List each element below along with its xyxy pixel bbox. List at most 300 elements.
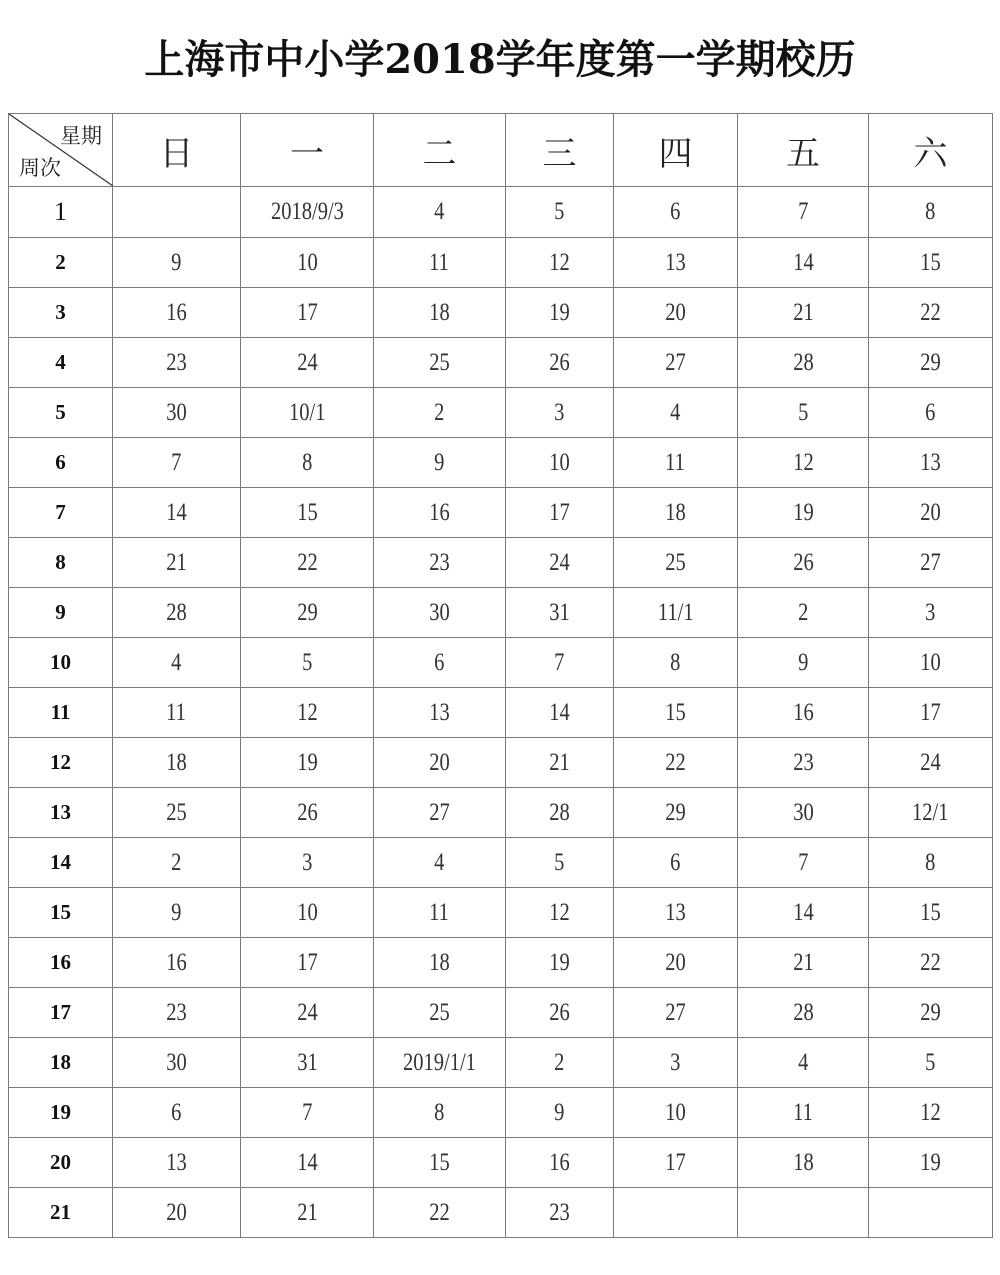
date-value: 19 (549, 298, 570, 326)
date-value: 12 (549, 898, 570, 926)
table-row (9, 988, 993, 1038)
date-cell (374, 438, 506, 488)
table-row (9, 288, 993, 338)
date-cell (738, 388, 869, 438)
date-cell (241, 1138, 374, 1188)
date-value: 17 (296, 948, 318, 976)
date-cell (113, 838, 241, 888)
date-cell (738, 438, 869, 488)
date-cell (614, 338, 738, 388)
date-cell (614, 738, 738, 788)
date-value: 31 (549, 598, 570, 626)
date-cell (113, 638, 241, 688)
week-number-cell: 17 (9, 988, 113, 1038)
date-value: 12/1 (912, 798, 949, 826)
page-title: 上海市中小学2018学年度第一学期校历 (144, 36, 856, 83)
date-cell (113, 338, 241, 388)
date-cell (374, 1088, 506, 1138)
date-value: 24 (920, 748, 941, 776)
date-value: 25 (166, 798, 187, 826)
school-calendar-table (8, 113, 993, 1238)
date-cell (869, 538, 993, 588)
date-cell (241, 538, 374, 588)
date-value: 28 (792, 348, 814, 376)
date-cell (241, 388, 374, 438)
date-cell (506, 488, 614, 538)
week-number-cell: 9 (9, 588, 113, 638)
date-value: 2 (171, 848, 182, 876)
date-value: 6 (925, 398, 936, 426)
date-cell (614, 688, 738, 738)
date-value: 22 (429, 1198, 450, 1226)
date-value: 11 (166, 698, 187, 726)
date-cell (614, 838, 738, 888)
day-header-tue: 二 (374, 114, 506, 187)
date-cell (241, 1188, 374, 1238)
day-header-wed: 三 (506, 114, 614, 187)
date-cell (738, 638, 869, 688)
date-value: 17 (549, 498, 570, 526)
date-cell (869, 738, 993, 788)
week-number-cell: 13 (9, 788, 113, 838)
day-header-thu: 四 (614, 114, 738, 187)
week-number-cell: 7 (9, 488, 113, 538)
date-value: 18 (792, 1148, 814, 1176)
date-cell (241, 838, 374, 888)
date-cell (738, 1038, 869, 1088)
date-value: 6 (434, 648, 445, 676)
date-cell (113, 238, 241, 288)
table-row (9, 338, 993, 388)
date-cell (113, 1088, 241, 1138)
date-value: 10 (665, 1098, 686, 1126)
date-value: 28 (549, 798, 570, 826)
date-value: 4 (434, 198, 445, 225)
date-cell (113, 688, 241, 738)
date-value: 30 (166, 398, 187, 426)
date-cell (506, 738, 614, 788)
date-value: 12 (296, 698, 318, 726)
date-cell (113, 938, 241, 988)
date-value: 10 (549, 448, 570, 476)
date-cell (241, 1038, 374, 1088)
week-number-cell: 4 (9, 338, 113, 388)
date-cell (113, 288, 241, 338)
date-cell (113, 888, 241, 938)
date-cell (374, 187, 506, 238)
table-row (9, 238, 993, 288)
table-row (9, 838, 993, 888)
date-value: 12 (549, 248, 570, 276)
date-value: 19 (920, 1148, 941, 1176)
date-value: 25 (429, 998, 450, 1026)
date-cell (374, 938, 506, 988)
date-value: 14 (549, 698, 570, 726)
date-value: 27 (665, 998, 686, 1026)
date-cell (738, 288, 869, 338)
date-value: 7 (301, 1098, 313, 1126)
date-cell (506, 388, 614, 438)
date-cell (614, 588, 738, 638)
date-cell (869, 1188, 993, 1238)
date-value: 10 (920, 648, 941, 676)
date-value: 7 (171, 448, 182, 476)
date-value: 3 (554, 398, 565, 426)
date-cell (241, 588, 374, 638)
date-value: 20 (920, 498, 941, 526)
date-value: 15 (665, 698, 686, 726)
date-cell (374, 1038, 506, 1088)
date-value: 13 (166, 1148, 187, 1176)
date-value: 26 (296, 798, 318, 826)
week-number-cell: 5 (9, 388, 113, 438)
week-number-cell: 16 (9, 938, 113, 988)
date-value: 22 (920, 948, 941, 976)
date-value: 5 (925, 1048, 936, 1076)
date-value: 27 (665, 348, 686, 376)
date-value: 14 (166, 498, 187, 526)
date-cell (374, 638, 506, 688)
date-cell (614, 488, 738, 538)
date-value: 28 (792, 998, 814, 1026)
date-cell (738, 187, 869, 238)
date-value: 30 (166, 1048, 187, 1076)
date-value: 4 (670, 398, 681, 426)
date-cell (738, 788, 869, 838)
date-cell (241, 888, 374, 938)
week-number-cell: 18 (9, 1038, 113, 1088)
date-cell (869, 988, 993, 1038)
date-cell (506, 1188, 614, 1238)
date-value: 10/1 (288, 398, 326, 426)
date-value: 17 (665, 1148, 686, 1176)
date-value: 2018/9/3 (270, 198, 344, 225)
date-cell (506, 438, 614, 488)
date-value: 20 (665, 948, 686, 976)
date-value: 18 (665, 498, 686, 526)
date-cell (614, 438, 738, 488)
date-cell (241, 338, 374, 388)
week-number-cell: 3 (9, 288, 113, 338)
date-cell (506, 688, 614, 738)
date-value: 24 (296, 348, 318, 376)
date-value: 25 (665, 548, 686, 576)
date-value: 21 (296, 1198, 318, 1226)
date-cell (506, 788, 614, 838)
date-cell (738, 1188, 869, 1238)
date-value: 5 (797, 398, 809, 426)
date-cell (374, 688, 506, 738)
date-value: 11 (429, 248, 450, 276)
date-value: 9 (434, 448, 445, 476)
date-cell (113, 388, 241, 438)
date-value: 23 (166, 348, 187, 376)
date-cell (241, 788, 374, 838)
date-cell (869, 1038, 993, 1088)
date-cell (241, 438, 374, 488)
date-value: 29 (920, 348, 941, 376)
date-value: 21 (166, 548, 187, 576)
date-cell (241, 187, 374, 238)
week-number-cell: 10 (9, 638, 113, 688)
date-cell (241, 488, 374, 538)
date-value: 14 (792, 248, 814, 276)
date-value: 17 (296, 298, 318, 326)
date-cell (869, 438, 993, 488)
date-value: 24 (549, 548, 570, 576)
date-cell (374, 238, 506, 288)
date-value: 21 (792, 948, 814, 976)
date-value: 14 (792, 898, 814, 926)
date-value: 7 (797, 848, 809, 876)
date-cell (869, 388, 993, 438)
table-row (9, 938, 993, 988)
date-cell (113, 1138, 241, 1188)
date-cell (614, 1088, 738, 1138)
date-cell (241, 688, 374, 738)
date-cell (113, 738, 241, 788)
date-value: 3 (301, 848, 313, 876)
date-cell (614, 1038, 738, 1088)
date-value: 2 (554, 1048, 565, 1076)
date-value: 19 (792, 498, 814, 526)
date-cell (113, 988, 241, 1038)
date-value: 18 (429, 298, 450, 326)
week-number-cell: 6 (9, 438, 113, 488)
date-value: 15 (920, 898, 941, 926)
date-cell (869, 838, 993, 888)
date-cell (738, 888, 869, 938)
date-value: 9 (171, 248, 182, 276)
week-number-cell: 2 (9, 238, 113, 288)
date-value: 27 (429, 798, 450, 826)
date-cell (738, 488, 869, 538)
date-cell (869, 1088, 993, 1138)
date-cell (869, 638, 993, 688)
date-cell (738, 338, 869, 388)
table-row (9, 1088, 993, 1138)
date-value: 11 (429, 898, 450, 926)
week-number-axis-label: 周次 (19, 156, 61, 180)
date-value: 20 (429, 748, 450, 776)
date-cell (869, 288, 993, 338)
table-row (9, 1138, 993, 1188)
date-value: 27 (920, 548, 941, 576)
date-cell (374, 1188, 506, 1238)
date-cell (374, 888, 506, 938)
date-value: 30 (792, 798, 814, 826)
date-cell (738, 938, 869, 988)
date-value: 12 (792, 448, 814, 476)
weekday-axis-label: 星期 (60, 124, 102, 148)
day-header-sun: 日 (113, 114, 241, 187)
date-cell (869, 588, 993, 638)
date-value: 17 (920, 698, 941, 726)
date-cell (374, 288, 506, 338)
date-value: 7 (797, 198, 809, 225)
date-cell (614, 788, 738, 838)
date-value: 4 (797, 1048, 809, 1076)
date-value: 29 (665, 798, 686, 826)
date-value: 21 (792, 298, 814, 326)
date-cell (738, 1138, 869, 1188)
table-row (9, 638, 993, 688)
date-value: 28 (166, 598, 187, 626)
date-cell (614, 938, 738, 988)
week-number-cell: 20 (9, 1138, 113, 1188)
date-value: 23 (166, 998, 187, 1026)
week-number-cell: 1 (9, 187, 113, 238)
date-cell (374, 488, 506, 538)
date-value: 18 (429, 948, 450, 976)
date-value: 16 (429, 498, 450, 526)
date-cell (241, 938, 374, 988)
date-value: 8 (434, 1098, 445, 1126)
date-cell (241, 238, 374, 288)
day-header-sat: 六 (869, 114, 993, 187)
week-number-cell: 21 (9, 1188, 113, 1238)
table-row (9, 588, 993, 638)
date-cell (614, 388, 738, 438)
date-value: 29 (296, 598, 318, 626)
date-value: 11/1 (657, 598, 694, 626)
date-cell (614, 1138, 738, 1188)
date-cell (738, 988, 869, 1038)
date-value: 26 (549, 348, 570, 376)
date-cell (506, 338, 614, 388)
date-value: 26 (549, 998, 570, 1026)
date-cell (374, 788, 506, 838)
date-cell (113, 1188, 241, 1238)
date-cell (506, 288, 614, 338)
date-cell (738, 838, 869, 888)
corner-header-cell (9, 114, 113, 187)
date-cell (738, 738, 869, 788)
date-cell (113, 788, 241, 838)
date-cell (113, 187, 241, 238)
date-value: 18 (166, 748, 187, 776)
date-cell (506, 1038, 614, 1088)
date-cell (506, 838, 614, 888)
date-value: 3 (925, 598, 936, 626)
table-row (9, 1038, 993, 1088)
date-value: 20 (166, 1198, 187, 1226)
date-cell (738, 238, 869, 288)
week-number-cell: 14 (9, 838, 113, 888)
date-cell (374, 338, 506, 388)
date-cell (374, 538, 506, 588)
week-number-cell: 19 (9, 1088, 113, 1138)
date-cell (869, 888, 993, 938)
date-cell (241, 638, 374, 688)
date-value: 2 (797, 598, 809, 626)
table-row (9, 438, 993, 488)
date-value: 31 (296, 1048, 318, 1076)
date-value: 3 (670, 1048, 681, 1076)
date-value: 4 (171, 648, 182, 676)
date-cell (506, 1088, 614, 1138)
date-value: 5 (301, 648, 313, 676)
table-row (9, 538, 993, 588)
date-value: 19 (296, 748, 318, 776)
date-cell (506, 1138, 614, 1188)
date-cell (374, 738, 506, 788)
date-value: 14 (296, 1148, 318, 1176)
date-value: 8 (301, 448, 313, 476)
date-value: 6 (670, 198, 681, 225)
date-cell (869, 688, 993, 738)
date-value: 16 (166, 298, 187, 326)
date-cell (113, 1038, 241, 1088)
date-cell (506, 238, 614, 288)
date-value: 8 (925, 198, 936, 225)
date-value: 23 (549, 1198, 570, 1226)
table-row (9, 888, 993, 938)
date-cell (374, 988, 506, 1038)
date-value: 5 (554, 198, 565, 225)
date-value: 22 (296, 548, 318, 576)
date-value: 8 (670, 648, 681, 676)
date-value: 5 (554, 848, 565, 876)
date-value: 16 (549, 1148, 570, 1176)
day-header-mon: 一 (241, 114, 374, 187)
date-value: 26 (792, 548, 814, 576)
week-number-cell: 8 (9, 538, 113, 588)
date-cell (374, 1138, 506, 1188)
date-cell (374, 838, 506, 888)
date-value: 13 (665, 898, 686, 926)
date-value: 9 (171, 898, 182, 926)
date-cell (614, 888, 738, 938)
date-cell (614, 187, 738, 238)
table-row (9, 488, 993, 538)
date-cell (374, 588, 506, 638)
date-value: 21 (549, 748, 570, 776)
date-value: 25 (429, 348, 450, 376)
date-cell (869, 938, 993, 988)
date-value: 11 (793, 1098, 813, 1126)
date-value: 16 (166, 948, 187, 976)
date-cell (506, 888, 614, 938)
date-cell (614, 988, 738, 1038)
date-cell (869, 788, 993, 838)
date-cell (869, 238, 993, 288)
date-cell (113, 588, 241, 638)
date-cell (869, 338, 993, 388)
date-value: 19 (549, 948, 570, 976)
date-cell (614, 238, 738, 288)
date-cell (113, 538, 241, 588)
date-value: 23 (429, 548, 450, 576)
date-cell (738, 688, 869, 738)
date-cell (869, 1138, 993, 1188)
date-cell (614, 288, 738, 338)
date-cell (241, 738, 374, 788)
date-cell (614, 638, 738, 688)
date-cell (614, 1188, 738, 1238)
date-value: 2 (434, 398, 445, 426)
date-value: 7 (554, 648, 565, 676)
date-value: 20 (665, 298, 686, 326)
date-value: 10 (296, 898, 318, 926)
date-cell (506, 187, 614, 238)
date-value: 8 (925, 848, 936, 876)
date-value: 9 (554, 1098, 565, 1126)
day-header-fri: 五 (738, 114, 869, 187)
date-cell (738, 588, 869, 638)
date-cell (241, 1088, 374, 1138)
date-value: 30 (429, 598, 450, 626)
